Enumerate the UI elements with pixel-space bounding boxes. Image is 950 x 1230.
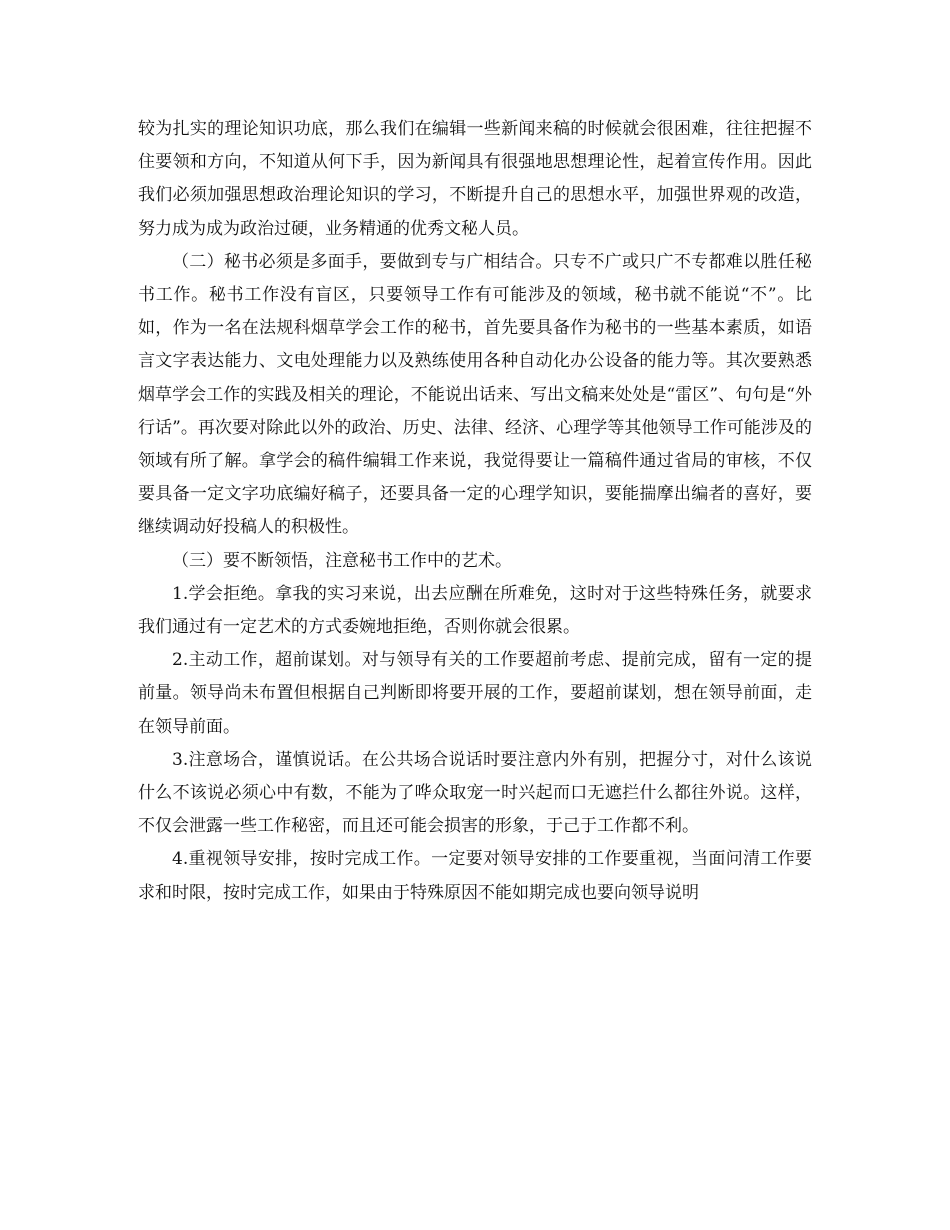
paragraph-section-two: （二）秘书必须是多面手，要做到专与广相结合。只专不广或只广不专都难以胜任秘书工作。秘书工作没有盲区，只要领导工作有可能涉及的领域，秘书就不能说“不”。比如，作为一名在法规科烟草学会工作的秘书，首先要具备作为秘书的一些基本素质，如语言文字表达能力、文电处理能力以及熟练使用各种自动化办公设备的能力等。其次要熟悉烟草学会工作的实践及相关的理论，不能说出话来、写出文稿来处处是“雷区”、句句是“外行话”。再次要对除此以外的政治、历史、法律、经济、心理学等其他领导工作可能涉及的领域有所了解。拿学会的稿件编辑工作来说，我觉得要让一篇稿件通过省局的审核，不仅要具备一定文字功底编好稿子，还要具备一定的心理学知识，要能揣摩出编者的喜好，要继续调动好投稿人的积极性。 bbox=[138, 251, 812, 538]
paragraph-continuation: 较为扎实的理论知识功底，那么我们在编辑一些新闻来稿的时候就会很困难，往往把握不住要领和方向，不知道从何下手，因为新闻具有很强地思想理论性，起着宣传作用。因此我们必须加强思想政治理论知识的学习，不断提升自己的思想水平，加强世界观的改造，努力成为成为政治过硬，业务精通的优秀文秘人员。 bbox=[138, 119, 812, 239]
document-body bbox=[138, 113, 812, 910]
paragraph-item-2: 2.主动工作，超前谋划。对与领导有关的工作要超前考虑、提前完成，留有一定的提前量。领导尚未布置但根据自己判断即将要开展的工作，要超前谋划，想在领导前面，走在领导前面。 bbox=[138, 650, 812, 737]
paragraph-item-4: 4.重视领导安排，按时完成工作。一定要对领导安排的工作要重视，当面问清工作要求和时限，按时完成工作，如果由于特殊原因不能如期完成也要向领导说明 bbox=[138, 849, 812, 903]
paragraph-section-three-heading: （三）要不断领悟，注意秘书工作中的艺术。 bbox=[172, 550, 512, 571]
paragraph-item-1: 1.学会拒绝。拿我的实习来说，出去应酬在所难免，这时对于这些特殊任务，就要求我们通过有一定艺术的方式委婉地拒绝，否则你就会很累。 bbox=[138, 583, 812, 638]
paragraph-item-3: 3.注意场合，谨慎说话。在公共场合说话时要注意内外有别，把握分寸，对什么该说什么不该说必须心中有数，不能为了哗众取宠一时兴起而口无遮拦什么都往外说。这样，不仅会泄露一些工作秘密，而且还可能会损害的形象，于己于工作都不利。 bbox=[138, 749, 812, 837]
